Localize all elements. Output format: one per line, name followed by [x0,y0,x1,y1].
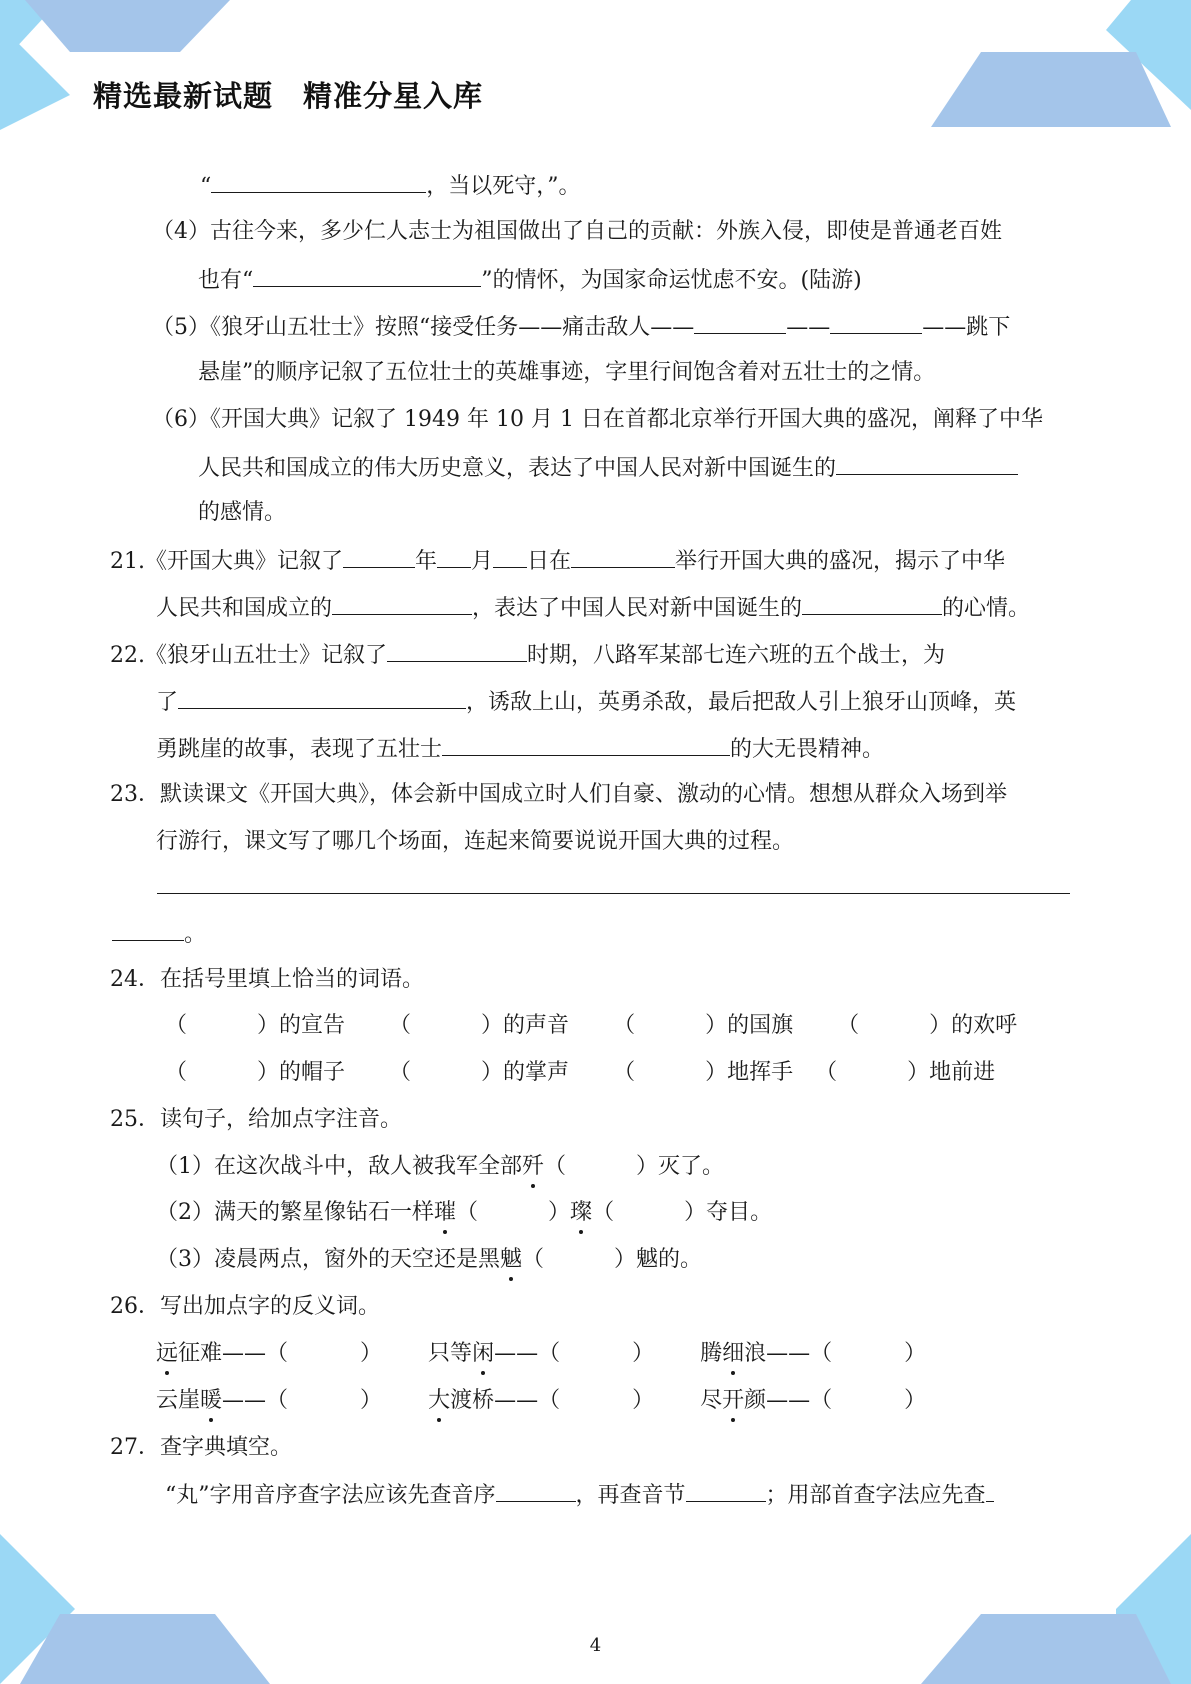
dotted-character: 暖 [200,1386,222,1416]
answer-blank[interactable] [332,592,472,615]
dotted-character: 璨 [570,1198,592,1228]
q24-row-1: （ ）的宣告 （ ）的声音 （ ）的国旗 （ ）的欢呼 [165,1013,1018,1038]
dotted-character: 远 [156,1339,178,1369]
dotted-character: 璀 [434,1198,456,1228]
q25-item-2: （2）满天的繁星像钻石一样璀（ ）璨（ ）夺目。 [156,1198,772,1228]
q5-line-2: 悬崖”的顺序记叙了五位壮士的英雄事迹，字里行间饱含着对五壮士的之情。 [198,360,936,385]
q4-line-2: 也有“ ”的情怀，为国家命运忧虑不安。(陆游) [198,264,862,296]
q25-title: 25．读句子，给加点字注音。 [110,1107,402,1132]
answer-blank[interactable] [112,918,184,941]
q23-line-2: 行游行，课文写了哪几个场面，连起来简要说说开国大典的过程。 [156,829,795,854]
q26-row-1: 远征难——（ ） 只等闲——（ ） 腾细浪——（ ） [156,1339,926,1369]
answer-blank[interactable] [253,264,481,287]
q25-item-3: （3）凌晨两点，窗外的天空还是黑魆（ ）魆的。 [156,1245,702,1275]
answer-blank[interactable] [686,1479,766,1502]
answer-blank[interactable] [830,311,922,334]
q26-row-2: 云崖暖——（ ） 大渡桥——（ ） 尽开颜——（ ） [156,1386,926,1416]
dotted-character: 细 [722,1339,744,1369]
answer-blank[interactable] [496,1479,576,1502]
dotted-character: 闲 [472,1339,494,1369]
answer-blank[interactable] [343,545,415,568]
answer-blank[interactable] [178,686,466,709]
q22-line-3: 勇跳崖的故事，表现了五壮士 的大无畏精神。 [156,733,884,765]
header-title: 精选最新试题 精准分星入库 [93,79,484,113]
q26-title: 26．写出加点字的反义词。 [110,1294,380,1319]
answer-blank[interactable] [802,592,942,615]
q23-line-1: 23．默读课文《开国大典》，体会新中国成立时人们自豪、激动的心情。想想从群众入场到举 [110,782,1007,807]
q25-item-1: （1）在这次战斗中，敌人被我军全部歼（ ）灭了。 [156,1152,724,1182]
answer-blank[interactable] [387,639,527,662]
q24-row-2: （ ）的帽子 （ ）的掌声 （ ）地挥手 （ ）地前进 [165,1060,996,1085]
q24-title: 24．在括号里填上恰当的词语。 [110,967,424,992]
dotted-character: 魆 [500,1245,522,1275]
q6-line-3: 的感情。 [198,500,287,525]
answer-blank[interactable] [493,545,527,568]
q6-line-1: （6）《开国大典》记叙了 1949 年 10 月 1 日在首都北京举行开国大典的盛况，阐释了中华 [152,407,1043,432]
q23-answer-line[interactable] [157,893,1070,894]
q22-line-2: 了 ，诱敌上山，英勇杀敌，最后把敌人引上狼牙山顶峰，英 [156,686,1016,718]
answer-blank[interactable] [836,452,1018,475]
q6-line-2: 人民共和国成立的伟大历史意义，表达了中国人民对新中国诞生的 [198,452,1018,484]
answer-blank[interactable] [571,545,675,568]
q22-line-1: 22.《狼牙山五壮士》记叙了 时期，八路军某部七连六班的五个战士，为 [110,639,945,671]
answer-blank[interactable] [694,311,786,334]
q27-line-1: “丸”字用音序查字法应该先查音序 ，再查音节 ；用部首查字法应先查 [165,1479,994,1511]
answer-blank[interactable] [437,545,471,568]
dotted-character: 开 [722,1386,744,1416]
answer-blank[interactable] [442,733,730,756]
dotted-character: 歼 [522,1152,544,1182]
q4-line-1: （4）古往今来，多少仁人志士为祖国做出了自己的贡献：外族入侵，即使是普通老百姓 [152,219,1002,244]
q27-title: 27．查字典填空。 [110,1435,292,1460]
page-number: 4 [589,1635,602,1656]
dotted-character: 大 [428,1386,450,1416]
answer-blank[interactable] [986,1479,994,1502]
top-right-decoration [931,0,1191,130]
bottom-left-decoration [0,1534,270,1684]
bottom-right-decoration [921,1534,1191,1684]
q21-line-2: 人民共和国成立的 ，表达了中国人民对新中国诞生的 的心情。 [156,592,1030,624]
q3-continuation-line: “ ，当以死守，”。 [200,170,581,202]
answer-blank[interactable] [211,170,426,193]
q5-line-1: （5）《狼牙山五壮士》按照“接受任务——痛击敌人—— —— ——跳下 [152,311,1010,343]
q21-line-1: 21.《开国大典》记叙了 年 月 日在 举行开国大典的盛况，揭示了中华 [110,545,1005,577]
q23-answer-line-end: 。 [112,918,206,950]
